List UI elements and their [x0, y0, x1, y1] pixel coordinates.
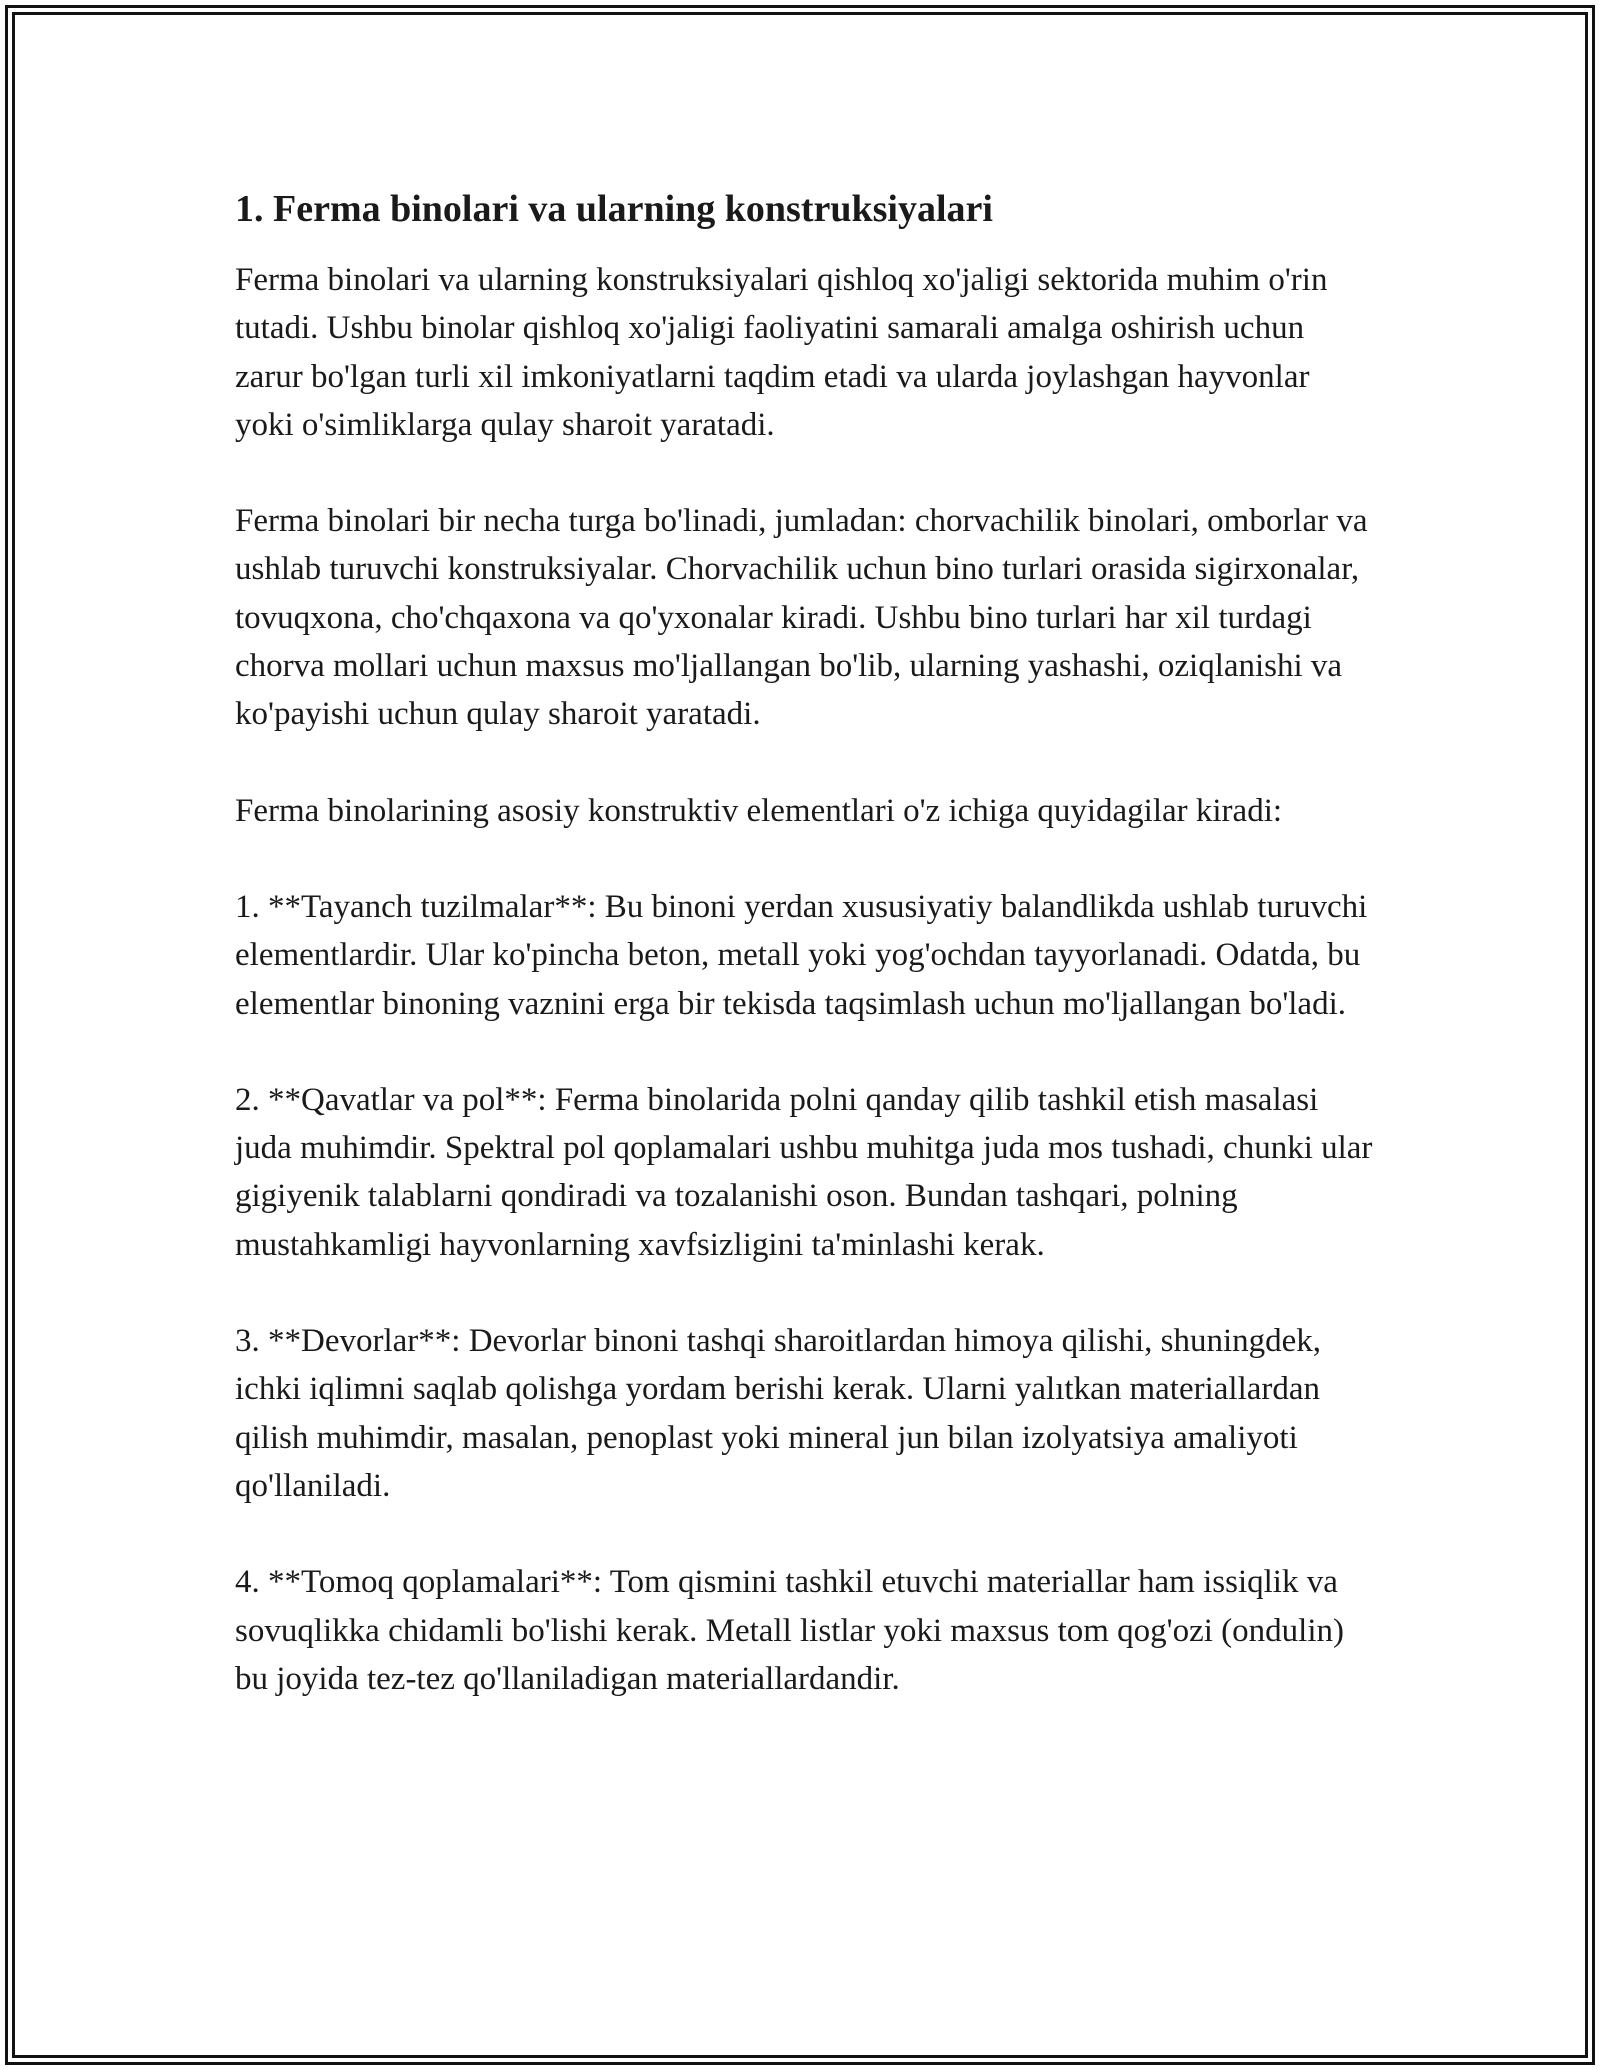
document-body [235, 185, 1375, 1751]
paragraph-elements-intro: Ferma binolarining asosiy konstruktiv elementlari o'z ichiga quyidagilar kiradi: [235, 792, 1283, 829]
list-item-floors: 2. **Qavatlar va pol**: Ferma binolarida polni qanday qilib tashkil etish masalasi juda muhimdir. Spektral pol qoplamalari ushbu muhitga juda mos tushadi, chunki ular gigiyenik talablarni qondiradi va tozalanishi oson. Bundan tashqari, polning mustahkamligi hayvonlarning xavfsizligini ta'minlashi kerak. [235, 1081, 1373, 1263]
list-item-roof-coverings: 4. **Tomoq qoplamalari**: Tom qismini tashkil etuvchi materiallar ham issiqlik va sovuqlikka chidamli bo'lishi kerak. Metall listlar yoki maxsus tom qog'ozi (ondulin) bu joyida tez-tez qo'llaniladigan materiallardandir. [235, 1564, 1344, 1697]
list-item-support-structures: 1. **Tayanch tuzilmalar**: Bu binoni yerdan xususiyatiy balandlikda ushlab turuvchi elementlardir. Ular ko'pincha beton, metall yoki yog'ochdan tayyorlanadi. Odatda, bu elementlar binoning vaznini erga bir tekisda taqsimlash uchun mo'ljallangan bo'ladi. [235, 888, 1368, 1022]
paragraph-building-types: Ferma binolari bir necha turga bo'linadi, jumladan: chorvachilik binolari, omborlar va ushlab turuvchi konstruksiyalar. Chorvachilik uchun bino turlari orasida sigirxonalar, tovuqxona, cho'chqaxona va qo'yxonalar kiradi. Ushbu bino turlari har xil turdagi chorva mollari uchun maxsus mo'ljallangan bo'lib, ularning yashashi, oziqlanishi va ko'payishi uchun qulay sharoit yaratadi. [235, 503, 1368, 733]
page-title: 1. Ferma binolari va ularning konstruksiyalari [235, 188, 993, 230]
paragraph-intro: Ferma binolari va ularning konstruksiyalari qishloq xo'jaligi sektorida muhim o'rin tutadi. Ushbu binolar qishloq xo'jaligi faoliyatini samarali amalga oshirish uchun zarur bo'lgan turli xil imkoniyatlarni taqdim etadi va ularda joylashgan hayvonlar yoki o'simliklarga qulay sharoit yaratadi. [235, 262, 1328, 443]
list-item-walls: 3. **Devorlar**: Devorlar binoni tashqi sharoitlardan himoya qilishi, shuningdek, ichki iqlimni saqlab qolishga yordam berishi kerak. Ularni yalıtkan materiallardan qilish muhimdir, masalan, penoplast yoki mineral jun bilan izolyatsiya amaliyoti qo'llaniladi. [235, 1323, 1322, 1504]
